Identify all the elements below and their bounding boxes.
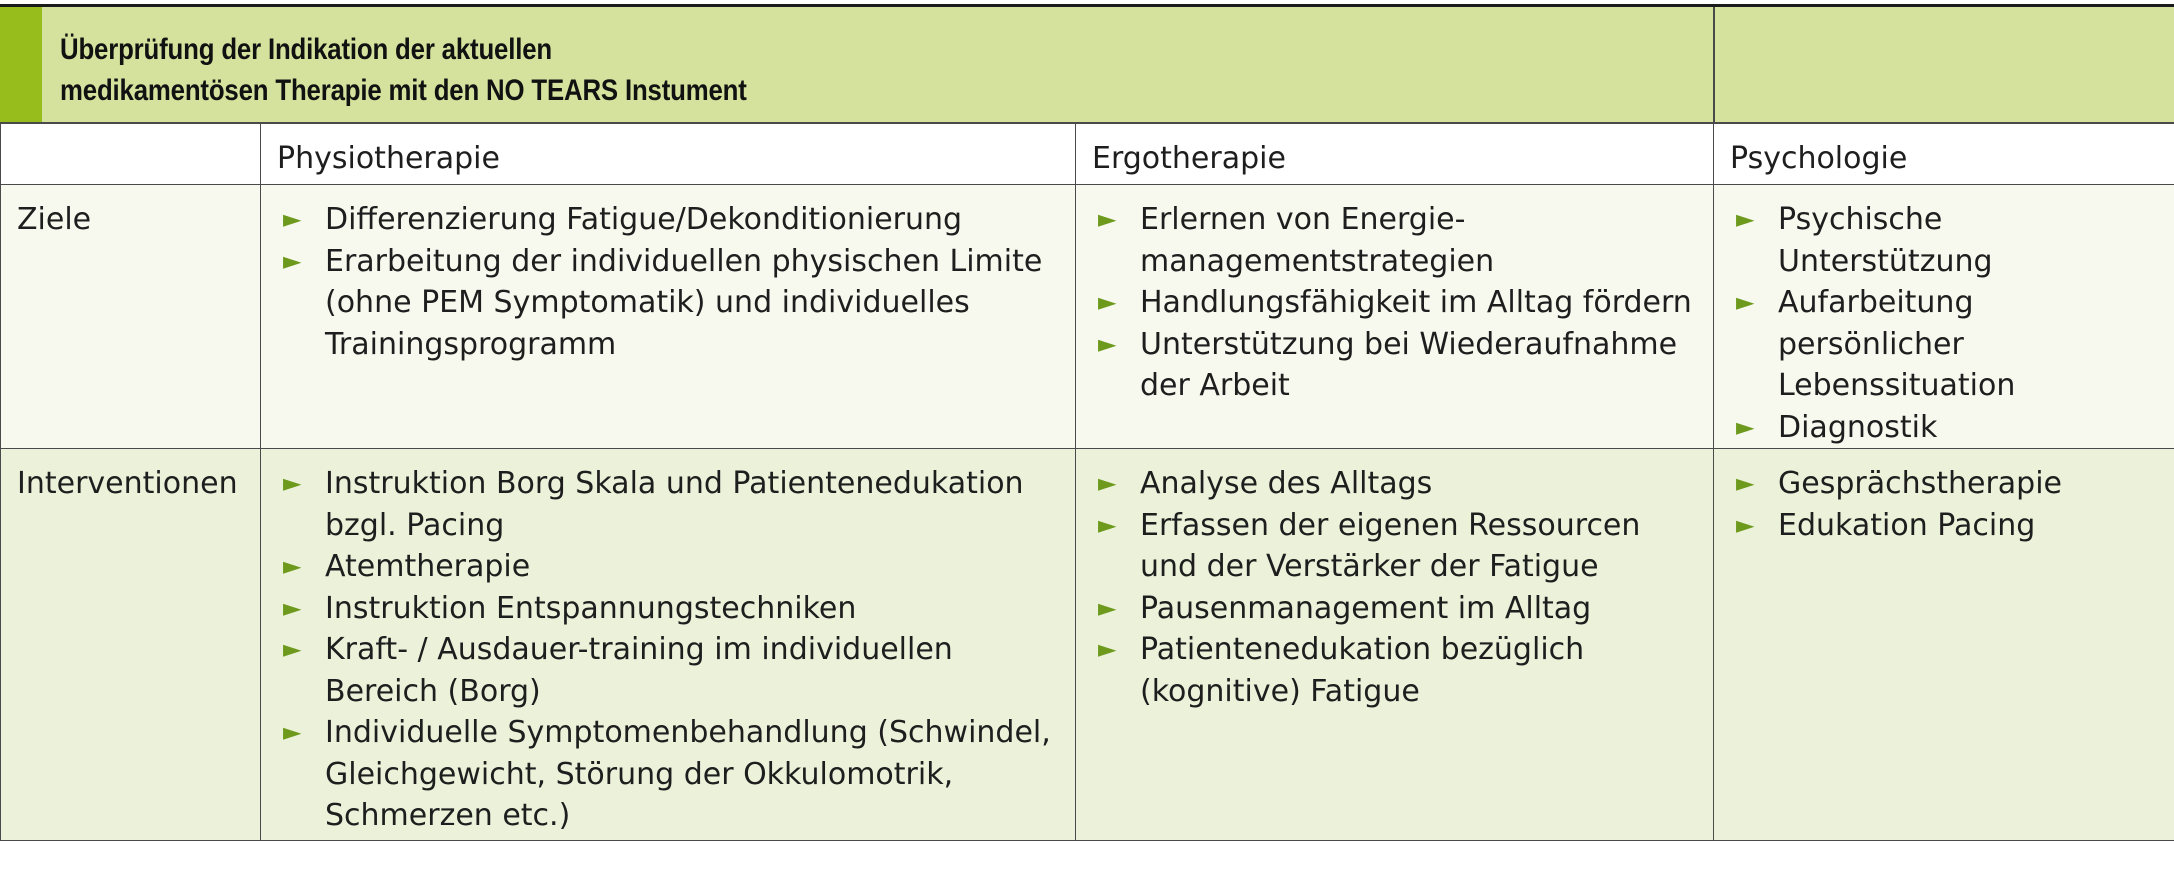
list-item-text: Differenzierung Fatigue/Dekonditionierung [325,202,963,237]
arrow-right-icon [1736,282,1754,324]
list-item [277,241,1059,366]
list-item-text: Erfassen der eigenen Ressourcen und der Verstärker der Fatigue [1140,507,1641,584]
list-item-text: Unterstützung bei Wiederaufnahme der Arbeit [1140,326,1678,403]
bullet-list [1092,463,1697,712]
list-item-text: Edukation Pacing [1778,507,2036,543]
list-item-text: Instruktion Borg Skala und Patientenedukation bzgl. Pacing [325,466,1024,543]
list-item-text: Gesprächstherapie [1778,466,2063,501]
header-row [1,124,2174,185]
row-interventionen [1,449,2174,841]
arrow-right-icon [1098,505,1116,547]
list-item-text: Diagnostik [1778,409,1938,445]
cell-ziele-ergotherapie [1076,185,1714,449]
list-item [1730,199,2158,282]
header-physiotherapie: Physiotherapie [261,124,1076,185]
bullet-list [277,199,1059,365]
list-item [277,199,1059,241]
title-bar [0,4,2174,123]
list-item [277,588,1059,630]
arrow-right-icon [1098,199,1116,241]
row-label-ziele: Ziele [1,185,261,449]
list-item [277,629,1059,712]
therapy-grid [0,123,2174,841]
list-item [277,712,1059,837]
list-item-text: Atemtherapie [325,549,531,584]
list-item [1730,407,2158,449]
list-item [1092,324,1697,407]
list-item [1092,282,1697,324]
list-item-text: Individuelle Symptomenbehandlung (Schwindel, Gleichgewicht, Störung der Okkulomotrik, Schmerzen etc.) [325,715,1051,833]
cell-interventionen-ergotherapie [1076,449,1714,841]
arrow-right-icon [283,588,301,630]
list-item [1730,505,2158,547]
list-item [1092,199,1697,282]
therapy-table [0,4,2174,841]
arrow-right-icon [1098,463,1116,505]
cell-interventionen-physiotherapie [261,449,1076,841]
arrow-right-icon [283,241,301,283]
title-accent-bar [0,7,42,122]
cell-ziele-physiotherapie [261,185,1076,449]
arrow-right-icon [1098,629,1116,671]
list-item-text: Aufarbeitung persönlicher Lebenssituation [1778,285,2016,403]
bullet-list [1730,199,2158,448]
list-item-text: Analyse des Alltags [1140,466,1433,501]
arrow-right-icon [1098,588,1116,630]
title-line-1: Überprüfung der Indikation der aktuellen [60,33,552,66]
arrow-right-icon [283,546,301,588]
list-item-text: Patientenedukation bezüglich (kognitive) Fatigue [1140,632,1585,709]
list-item [1092,463,1697,505]
arrow-right-icon [1736,463,1754,505]
list-item [277,463,1059,546]
list-item [1730,282,2158,407]
arrow-right-icon [283,629,301,671]
arrow-right-icon [1736,505,1754,547]
bullet-list [1092,199,1697,407]
title-line-2: medikamentösen Therapie mit den NO TEARS Instument [60,74,747,107]
arrow-right-icon [283,463,301,505]
bullet-list [277,463,1059,837]
arrow-right-icon [1098,324,1116,366]
table-title [60,29,1660,111]
arrow-right-icon [1736,199,1754,241]
header-ergotherapie: Ergotherapie [1076,124,1714,185]
header-psychologie: Psychologie [1714,124,2174,185]
arrow-right-icon [283,199,301,241]
cell-ziele-psychologie [1714,185,2174,449]
cell-interventionen-psychologie [1714,449,2174,841]
list-item-text: Erarbeitung der individuellen physischen Limite (ohne PEM Symptomatik) und individuelles Trainingsprogramm [325,243,1043,362]
arrow-right-icon [1736,407,1754,449]
arrow-right-icon [1098,282,1116,324]
list-item-text: Handlungsfähigkeit im Alltag fördern [1140,285,1692,320]
list-item [1092,505,1697,588]
list-item [1092,588,1697,630]
title-divider [1713,7,1715,122]
arrow-right-icon [283,712,301,754]
bullet-list [1730,463,2158,546]
row-label-interventionen: Interventionen [1,449,261,841]
list-item-text: Kraft- / Ausdauer-training im individuellen Bereich (Borg) [325,632,953,709]
list-item-text: Pausenmanagement im Alltag [1140,590,1592,626]
list-item-text: Erlernen von Energie-managementstrategien [1140,202,1495,279]
list-item-text: Psychische Unterstützung [1778,202,1993,279]
row-ziele [1,185,2174,449]
list-item [277,546,1059,588]
list-item [1730,463,2158,505]
list-item [1092,629,1697,712]
list-item-text: Instruktion Entspannungstechniken [325,590,857,626]
header-cell-empty [1,124,261,185]
